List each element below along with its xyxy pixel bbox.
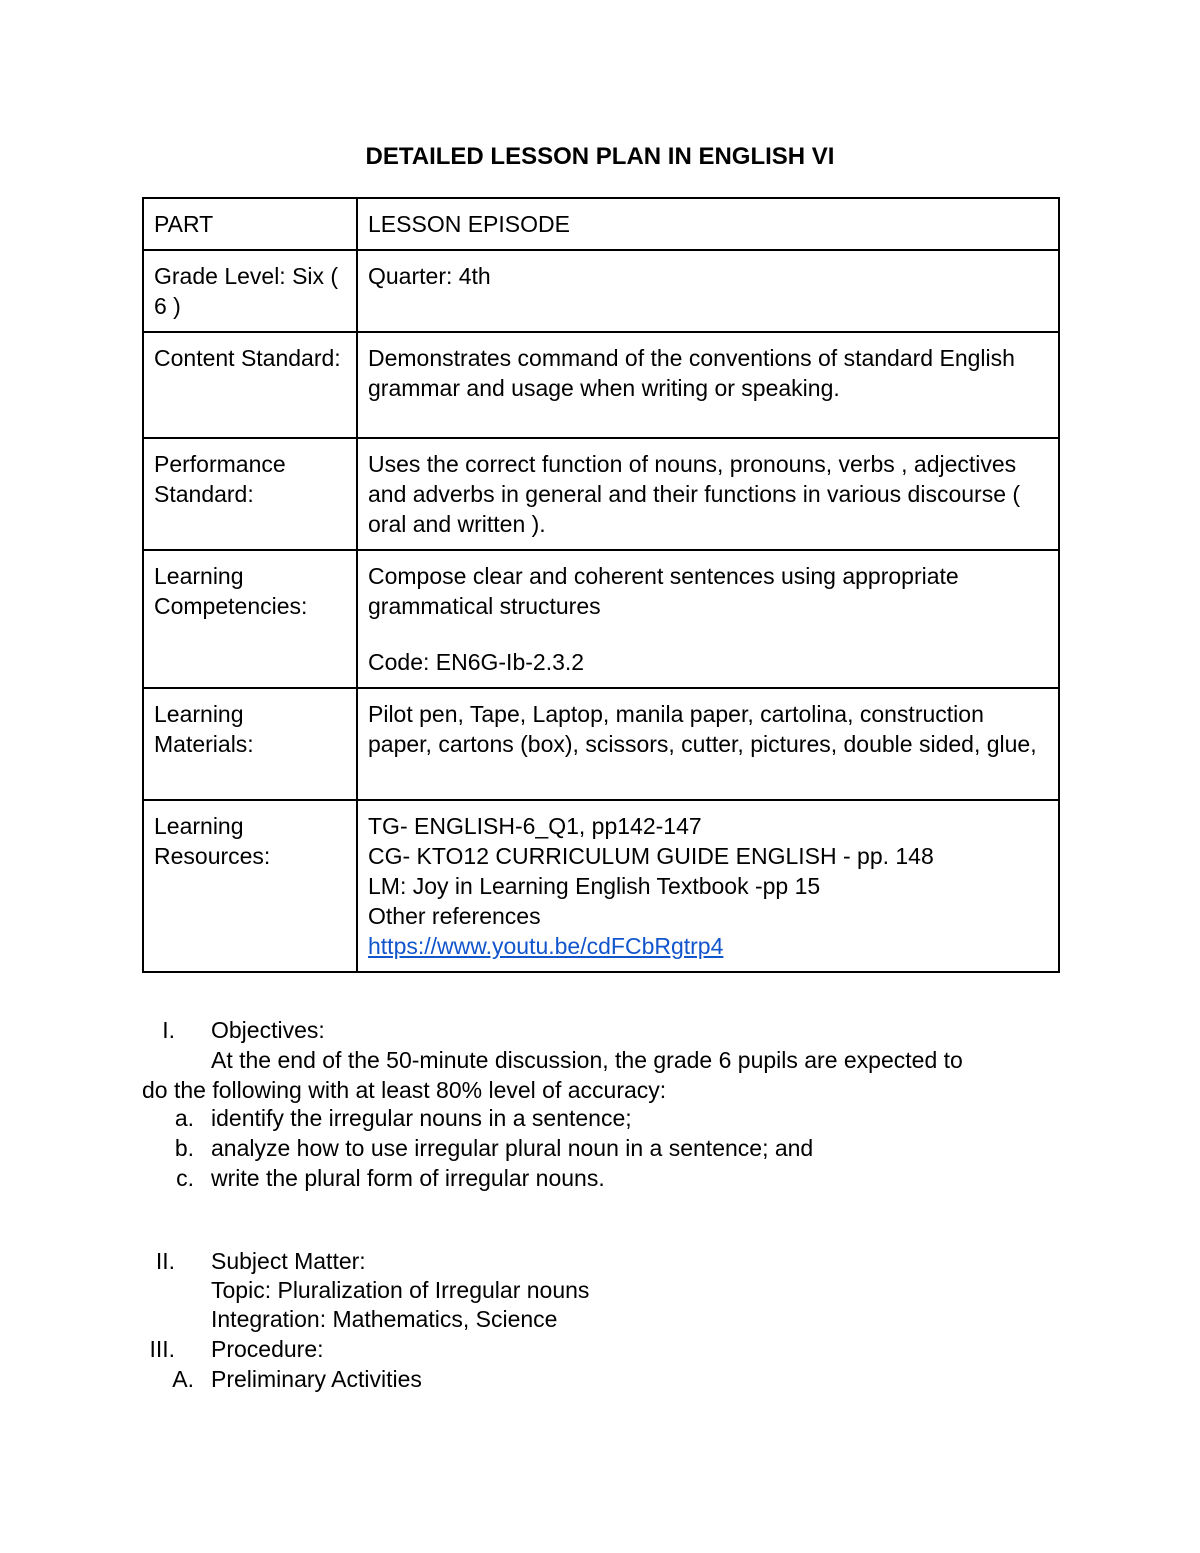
- document-title: DETAILED LESSON PLAN IN ENGLISH VI: [365, 143, 835, 170]
- spacer: [368, 621, 1048, 647]
- episode-text: Demonstrates command of the conventions of standard English grammar and usage when writing or speaking.: [368, 345, 1015, 401]
- procedure-marker: III.: [149, 1336, 175, 1362]
- episode-text: Quarter: 4th: [368, 263, 491, 289]
- youtube-link[interactable]: https://www.youtu.be/cdFCbRgtrp4: [368, 933, 724, 959]
- procedure-sub-marker: A.: [172, 1366, 194, 1392]
- row-part-cell: Content Standard:: [143, 332, 357, 438]
- episode-text: Compose clear and coherent sentences using appropriate grammatical structures: [368, 563, 959, 619]
- row-part-cell: Grade Level: Six ( 6 ): [143, 250, 357, 332]
- resource-line: CG- KTO12 CURRICULUM GUIDE ENGLISH - pp. 148: [368, 843, 934, 869]
- objective-item: analyze how to use irregular plural noun in a sentence; and: [211, 1135, 814, 1161]
- table-row: [143, 332, 1059, 438]
- row-part-cell: Learning Competencies:: [143, 550, 357, 688]
- row-episode-cell: [357, 332, 1059, 438]
- procedure-heading: Procedure:: [211, 1336, 324, 1362]
- objectives-heading: Objectives:: [211, 1017, 325, 1043]
- row-episode-cell: [357, 688, 1059, 800]
- objective-marker: a.: [174, 1105, 194, 1131]
- objectives-intro-line1: At the end of the 50-minute discussion, the grade 6 pupils are expected to: [211, 1047, 963, 1073]
- episode-text: Uses the correct function of nouns, pronouns, verbs , adjectives and adverbs in general and their functions in various discourse ( oral and written ).: [368, 451, 1021, 537]
- episode-code: Code: EN6G-Ib-2.3.2: [368, 649, 585, 675]
- row-part-cell: Performance Standard:: [143, 438, 357, 550]
- table-row: [143, 800, 1059, 972]
- objective-item: write the plural form of irregular nouns.: [211, 1165, 605, 1191]
- objective-marker: b.: [174, 1135, 194, 1161]
- table-row: [143, 688, 1059, 800]
- header-episode-cell: LESSON EPISODE: [357, 198, 1059, 250]
- row-episode-cell: [357, 550, 1059, 688]
- episode-text: Pilot pen, Tape, Laptop, manila paper, cartolina, construction paper, cartons (box), scissors, cutter, pictures, double sided, glue,: [368, 701, 1037, 757]
- objective-item: identify the irregular nouns in a sentence;: [211, 1105, 632, 1131]
- header-part-cell: PART: [143, 198, 357, 250]
- resource-line: LM: Joy in Learning English Textbook -pp 15: [368, 873, 821, 899]
- row-episode-cell: [357, 250, 1059, 332]
- table-row: [143, 250, 1059, 332]
- procedure-sub-item: Preliminary Activities: [211, 1366, 422, 1392]
- subject-matter-marker: II.: [155, 1248, 175, 1274]
- row-part-cell: Learning Resources:: [143, 800, 357, 972]
- row-episode-cell: [357, 438, 1059, 550]
- table-header-row: [143, 198, 1059, 250]
- objectives-marker: I.: [162, 1017, 175, 1043]
- objective-marker: c.: [176, 1165, 194, 1191]
- subject-matter-heading: Subject Matter:: [211, 1248, 366, 1274]
- subject-matter-integration: Integration: Mathematics, Science: [211, 1306, 558, 1332]
- row-part-cell: Learning Materials:: [143, 688, 357, 800]
- table-row: [143, 550, 1059, 688]
- subject-matter-topic: Topic: Pluralization of Irregular nouns: [211, 1277, 590, 1303]
- resource-line: Other references: [368, 903, 541, 929]
- resource-line: TG- ENGLISH-6_Q1, pp142-147: [368, 813, 702, 839]
- objectives-intro-line2: do the following with at least 80% level of accuracy:: [142, 1077, 667, 1103]
- table-row: [143, 438, 1059, 550]
- row-episode-cell: [357, 800, 1059, 972]
- lesson-plan-table: [142, 197, 1060, 973]
